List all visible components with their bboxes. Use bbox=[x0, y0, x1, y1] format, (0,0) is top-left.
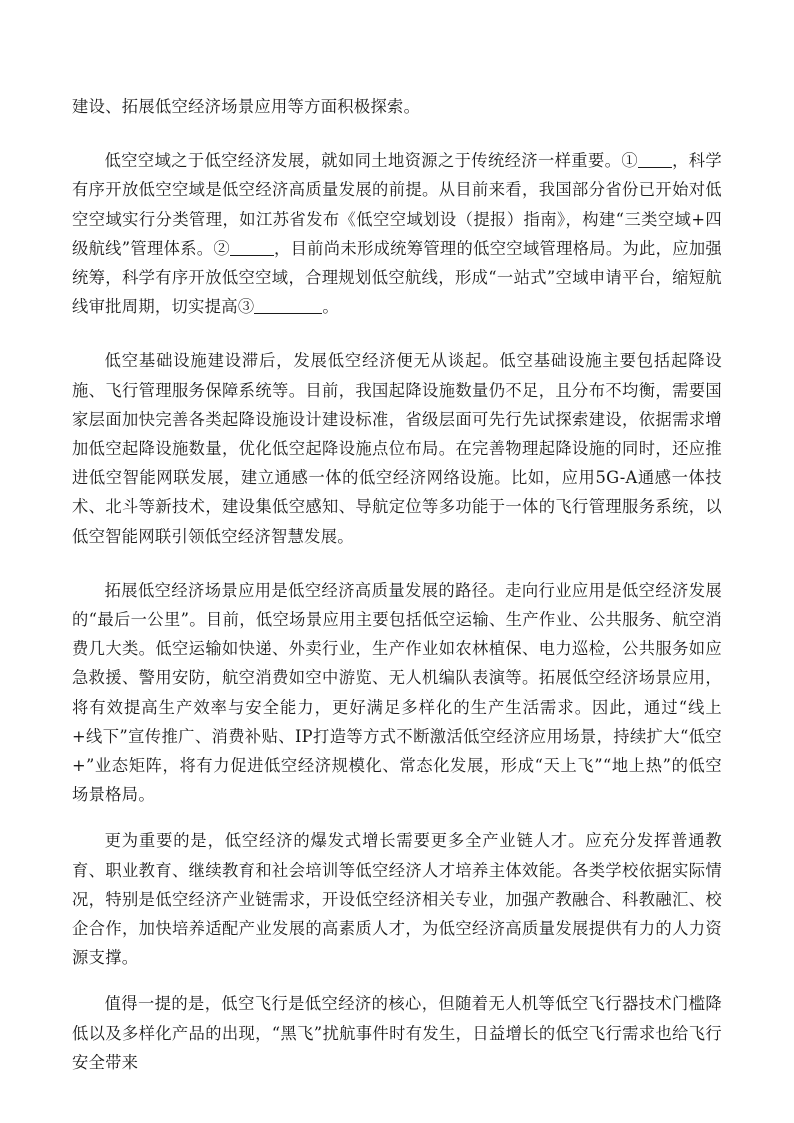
article-body bbox=[72, 92, 722, 1077]
paragraph-airspace bbox=[72, 146, 722, 321]
paragraph-flight-safety: 值得一提的是，低空飞行是低空经济的核心，但随着无人机等低空飞行器技术门槛降低以及多样化产品的出现，“黑飞”扰航事件时有发生，日益增长的低空飞行需求也给飞行安全带来 bbox=[72, 994, 722, 1072]
fill-blank-2[interactable] bbox=[230, 237, 274, 256]
paragraph-scenarios: 拓展低空经济场景应用是低空经济高质量发展的路径。走向行业应用是低空经济发展的“最后一公里”。目前，低空场景应用主要包括低空运输、生产作业、公共服务、航空消费几大类。低空运输如快递、外卖行业，生产作业如农林植保、电力巡检，公共服务如应急救援、警用安防，航空消费如空中游览、无人机编队表演等。拓展低空经济场景应用，将有效提高生产效率与安全能力，更好满足多样化的生产生活需求。因此，通过“线上+线下”宣传推广、消费补贴、IP打造等方式不断激活低空经济应用场景，持续扩大“低空+”业态矩阵，将有力促进低空经济规模化、常态化发展，形成“天上飞”“地上热”的低空场景格局。 bbox=[72, 580, 722, 805]
airspace-text-3: ，目前尚未形成统筹管理的低空空域管理格局。为此，应加强统筹，科学有序开放低空空域，合理规划低空航线，形成“一站式”空域申请平台，缩短航线审批周期，切实提高 bbox=[72, 238, 722, 317]
paragraph-intro-tail: 建设、拓展低空经济场景应用等方面积极探索。 bbox=[72, 97, 421, 116]
paragraph-talent: 更为重要的是，低空经济的爆发式增长需要更多全产业链人才。应充分发挥普通教育、职业教育、继续教育和社会培训等低空经济人才培养主体效能。各类学校依据实际情况，特别是低空经济产业链需求，开设低空经济相关专业，加强产教融合、科教融汇、校企合作，加快培养适配产业发展的高素质人才，为低空经济高质量发展提供有力的人力资源支撑。 bbox=[72, 831, 722, 968]
airspace-text-2: ，科学有序开放低空空域是低空经济高质量发展的前提。从目前来看，我国部分省份已开始对低空空域实行分类管理，如江苏省发布《低空空域划设（提报）指南》，构建“三类空域+四级航线”管理体系。 bbox=[72, 151, 722, 258]
fill-blank-1[interactable] bbox=[638, 149, 672, 168]
paragraph-infrastructure: 低空基础设施建设滞后，发展低空经济便无从谈起。低空基础设施主要包括起降设施、飞行管理服务保障系统等。目前，我国起降设施数量仍不足，且分布不均衡，需要国家层面加快完善各类起降设施设计建设标准，省级层面可先行先试探索建设，依据需求增加低空起降设施数量，优化低空起降设施点位布局。在完善物理起降设施的同时，还应推进低空智能网联发展，建立通感一体的低空经济网络设施。比如，应用5G-A通感一体技术、北斗等新技术，建设集低空感知、导航定位等多功能于一体的飞行管理服务系统，以低空智能网联引领低空经济智慧发展。 bbox=[72, 351, 722, 546]
blank-marker-3: ③ bbox=[237, 297, 255, 317]
airspace-text-1: 低空空域之于低空经济发展，就如同土地资源之于传统经济一样重要。 bbox=[104, 151, 622, 171]
blank-marker-2: ② bbox=[213, 238, 230, 258]
airspace-text-4: 。 bbox=[322, 297, 340, 317]
blank-marker-1: ① bbox=[621, 151, 638, 171]
fill-blank-3[interactable] bbox=[254, 295, 322, 314]
